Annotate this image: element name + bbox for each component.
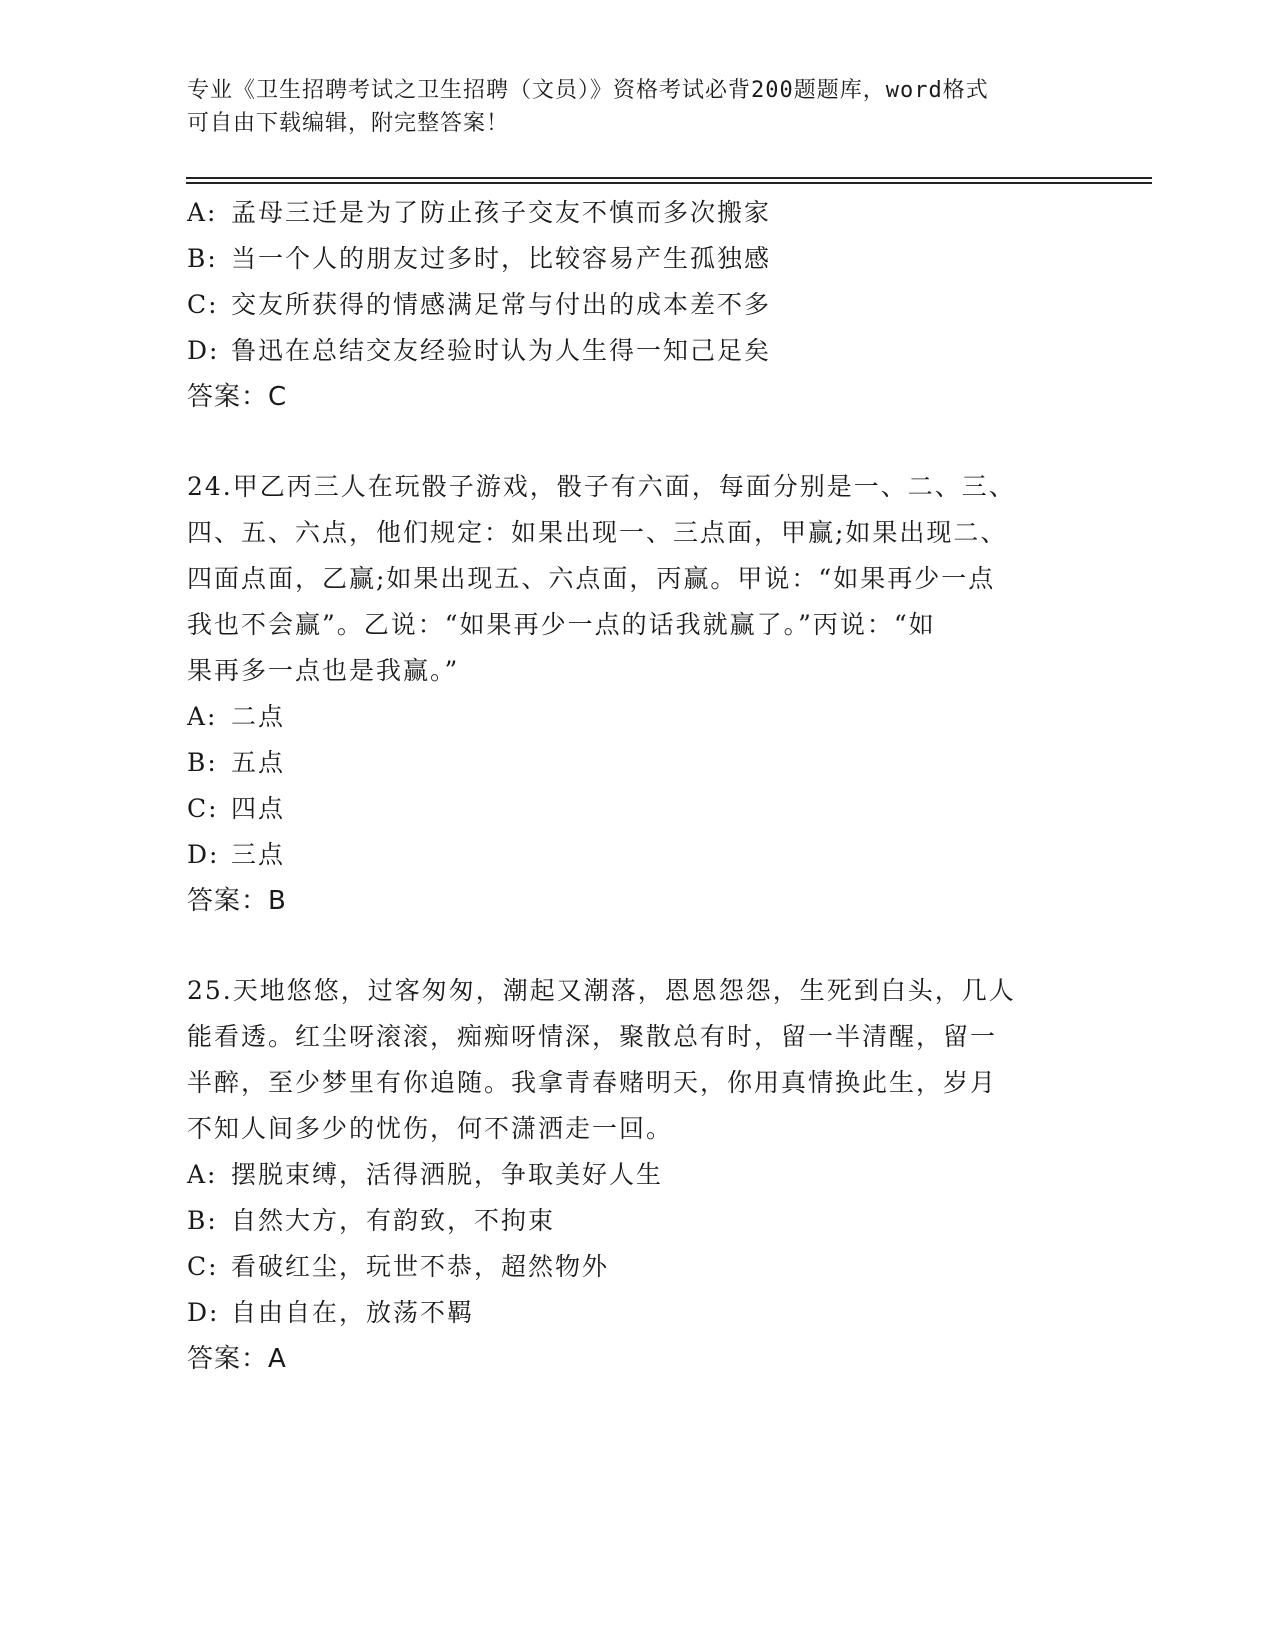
option-d: D: 三点 [187, 840, 286, 869]
option-c: C: 交友所获得的情感满足常与付出的成本差不多 [187, 290, 772, 319]
answer-line: 答案：C [187, 382, 288, 412]
question-23 [187, 190, 1087, 420]
header-divider-top [186, 177, 1152, 179]
option-b: B: 自然大方，有韵致，不拘束 [187, 1206, 556, 1235]
question-stem-line: 24.甲乙丙三人在玩骰子游戏，骰子有六面，每面分别是一、二、三、 [187, 472, 1016, 501]
question-stem-line: 果再多一点也是我赢。” [187, 656, 460, 685]
document-header [187, 74, 1087, 140]
answer-line: 答案：A [187, 1344, 287, 1374]
option-a: A: 二点 [187, 702, 286, 731]
question-stem-line: 25.天地悠悠，过客匆匆，潮起又潮落，恩恩怨怨，生死到白头，几人 [187, 976, 1016, 1005]
question-24 [187, 464, 1087, 924]
spacer [187, 924, 1087, 968]
spacer [187, 420, 1087, 464]
question-25 [187, 968, 1087, 1382]
question-stem-line: 不知人间多少的忧伤，何不潇洒走一回。 [187, 1114, 674, 1143]
question-stem-line: 半醉，至少梦里有你追随。我拿青春赌明天，你用真情换此生，岁月 [187, 1068, 998, 1097]
answer-line: 答案：B [187, 886, 287, 916]
header-title-line: 专业《卫生招聘考试之卫生招聘（文员）》资格考试必背200题题库，word格式 [187, 78, 989, 103]
option-b: B: 五点 [187, 748, 286, 777]
option-d: D: 自由自在，放荡不羁 [187, 1298, 475, 1327]
question-stem-line: 我也不会赢”。乙说：“如果再少一点的话我就赢了。”丙说：“如 [187, 610, 936, 639]
option-b: B: 当一个人的朋友过多时，比较容易产生孤独感 [187, 244, 772, 273]
header-divider-bottom [186, 182, 1152, 184]
option-a: A: 孟母三迁是为了防止孩子交友不慎而多次搬家 [187, 198, 772, 227]
header-subtitle-line: 可自由下载编辑，附完整答案！ [187, 111, 510, 136]
option-a: A: 摆脱束缚，活得洒脱，争取美好人生 [187, 1160, 664, 1189]
question-stem-line: 四、五、六点，他们规定：如果出现一、三点面，甲赢;如果出现二、 [187, 518, 1008, 547]
question-content [187, 190, 1087, 1382]
option-d: D: 鲁迅在总结交友经验时认为人生得一知己足矣 [187, 336, 772, 365]
option-c: C: 看破红尘，玩世不恭，超然物外 [187, 1252, 610, 1281]
question-stem-line: 能看透。红尘呀滚滚，痴痴呀情深，聚散总有时，留一半清醒，留一 [187, 1022, 998, 1051]
option-c: C: 四点 [187, 794, 286, 823]
question-stem-line: 四面点面，乙赢;如果出现五、六点面，丙赢。甲说：“如果再少一点 [187, 564, 996, 593]
